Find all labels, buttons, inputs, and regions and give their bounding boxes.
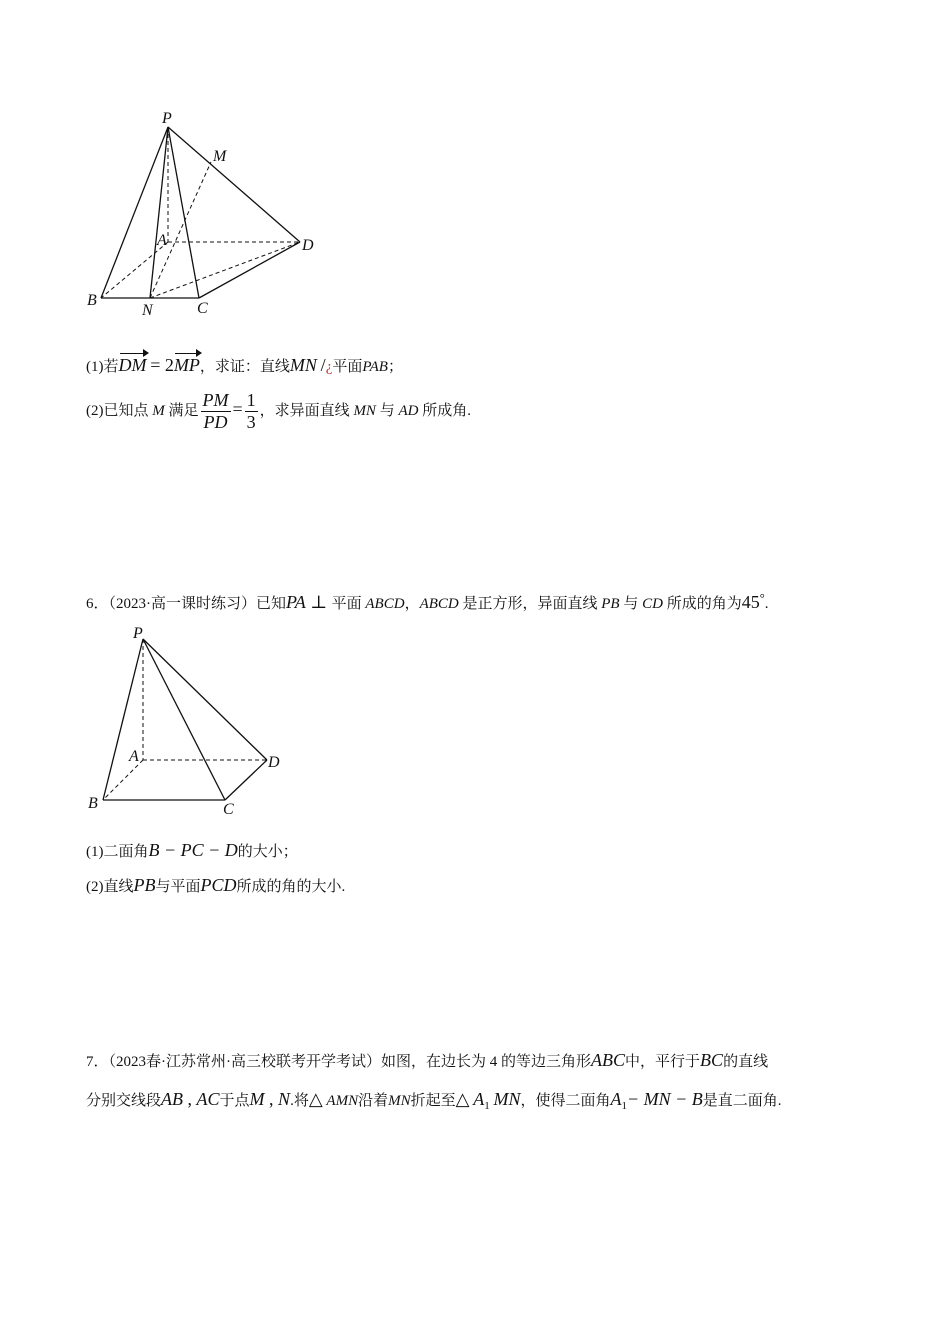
edge-nd [150,242,300,298]
label-m: M [213,148,227,165]
label-p: P [133,625,143,642]
edge-ab [101,242,168,298]
label-b: B [88,795,98,812]
edge-pd [143,639,267,760]
label-p: P [162,110,172,127]
label-a: A [157,232,167,249]
edge-pc [168,127,199,298]
label-c: C [223,801,234,818]
q5-part1: (1)若DM = 2MP，求证：直线MN /¿平面PAB； [86,355,403,375]
q6-stem: 6．（2023·高一课时练习）已知PA ⊥ 平面 ABCD，ABCD 是正方形，异面直线 PB 与 CD 所成的角为45°. [86,591,769,612]
edge-mn [150,162,211,298]
edge-ab [103,760,143,800]
edge-cd [199,242,300,298]
edge-pd [168,127,300,242]
label-n: N [142,302,153,319]
edge-cd [225,760,267,800]
q5-part2: (2)已知点 M 满足 $\frac{PM}{PD}$ = $\frac{1}{3}$ ，求异面直线 MN 与 AD 所成角. [86,390,471,432]
q7-line2: 分别交线段AB , AC于点M , N.将△ AMN沿着MN折起至△ $A_1$ MN，使得二面角$A_1-$ MN − B是直二面角. [86,1089,782,1112]
figure-pyramid-1 [80,105,340,325]
label-c: C [197,300,208,317]
fraction-one-third: $\frac{1}{3}$ [246,390,256,432]
edge-pc [143,639,225,800]
q6-part2: (2)直线PB与平面PCD所成的角的大小. [86,875,346,895]
edge-pb [101,127,168,298]
fraction-pm-pd: $\frac{PM}{PD}$ [202,390,229,432]
vector-dm: DM [118,355,147,375]
edge-pn [150,127,168,298]
q6-part1: (1)二面角B − PC − D的大小； [86,840,298,860]
edge-pb [103,639,143,800]
label-b: B [87,292,97,309]
q7-line1: 7．（2023春·江苏常州·高三校联考开学考试）如图，在边长为 4 的等边三角形ABC中，平行于BC的直线 [86,1050,769,1070]
label-d: D [302,237,314,254]
label-d: D [268,754,280,771]
vector-mp: MP [173,355,200,375]
label-a: A [129,748,139,765]
figure-pyramid-2 [80,620,300,825]
